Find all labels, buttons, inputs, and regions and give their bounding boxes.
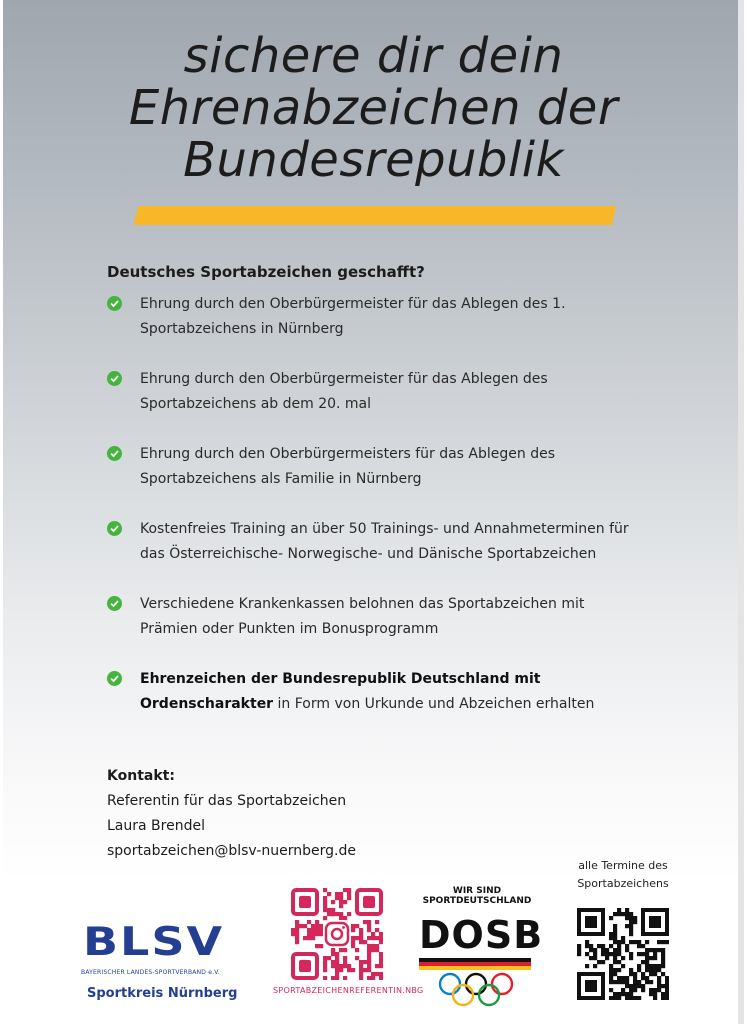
instagram-qr-code[interactable] <box>291 888 383 980</box>
benefit-text: Kostenfreies Training an über 50 Trainings- und Annahmeterminen für das Österreichische- Norwegische- und Dänische Sportabzeichen <box>140 521 629 562</box>
check-icon <box>107 371 122 386</box>
qr-finder-pattern <box>293 890 317 914</box>
lead-question: Deutsches Sportabzeichen geschafft? <box>107 263 425 281</box>
qr-finder-pattern <box>579 974 603 998</box>
qr-finder-pattern <box>357 890 381 914</box>
blsv-wordmark: BLSV <box>83 918 225 965</box>
poster <box>3 0 744 1024</box>
headline <box>3 30 744 186</box>
qr-finder-pattern <box>643 910 667 934</box>
benefit-text: Ehrung durch den Oberbürgermeister für das Ablegen des Sportabzeichens ab dem 20. mal <box>140 371 548 412</box>
dosb-top-line-1: WIR SIND <box>452 886 502 896</box>
blsv-subline: BAYERISCHER LANDES-SPORTVERBAND e.V. <box>81 969 220 976</box>
check-icon <box>107 671 122 686</box>
benefit-text: Ehrung durch den Oberbürgermeisters für das Ablegen des Sportabzeichens als Familie in Nürnberg <box>140 446 556 487</box>
check-icon <box>107 521 122 536</box>
contact-block <box>107 764 356 864</box>
instagram-handle[interactable]: SPORTABZEICHENREFERENTIN.NBG <box>273 986 424 995</box>
dosb-wordmark: DOSB <box>419 913 544 957</box>
dosb-top-line-2: SPORTDEUTSCHLAND <box>422 896 532 906</box>
contact-heading: Kontakt: <box>107 768 175 784</box>
headline-line-2: Ehrenabzeichen der <box>128 80 619 136</box>
benefit-text: Ehrung durch den Oberbürgermeister für das Ablegen des 1. Sportabzeichens in Nürnberg <box>140 296 566 337</box>
check-icon <box>107 296 122 311</box>
headline-line-1: sichere dir dein <box>183 28 564 84</box>
benefit-text: Verschiedene Krankenkassen belohnen das Sportabzeichen mit Prämien oder Punkten im Bonusprogramm <box>140 596 585 637</box>
termine-caption: alle Termine des Sportabzeichens <box>577 859 669 890</box>
termine-qr-code[interactable] <box>577 908 669 1000</box>
check-icon <box>107 596 122 611</box>
blsv-sportkreis: Sportkreis Nürnberg <box>87 986 238 1001</box>
contact-email[interactable]: sportabzeichen@blsv-nuernberg.de <box>107 843 356 859</box>
contact-role: Referentin für das Sportabzeichen <box>107 793 347 809</box>
headline-line-3: Bundesrepublik <box>183 132 564 188</box>
qr-finder-pattern <box>579 910 603 934</box>
olympic-rings-icon <box>437 972 515 1008</box>
accent-bar <box>134 206 617 225</box>
blsv-logo <box>81 918 241 1004</box>
qr-finder-pattern <box>293 954 317 978</box>
contact-name: Laura Brendel <box>107 818 205 834</box>
dosb-logo <box>417 882 544 1007</box>
check-icon <box>107 446 122 461</box>
benefit-text: Ehrenzeichen der Bundesrepublik Deutschland mit Ordenscharakter in Form von Urkunde und Abzeichen erhalten <box>140 671 595 712</box>
instagram-camera-icon <box>323 920 351 948</box>
flag-stripe-gold <box>419 966 531 970</box>
